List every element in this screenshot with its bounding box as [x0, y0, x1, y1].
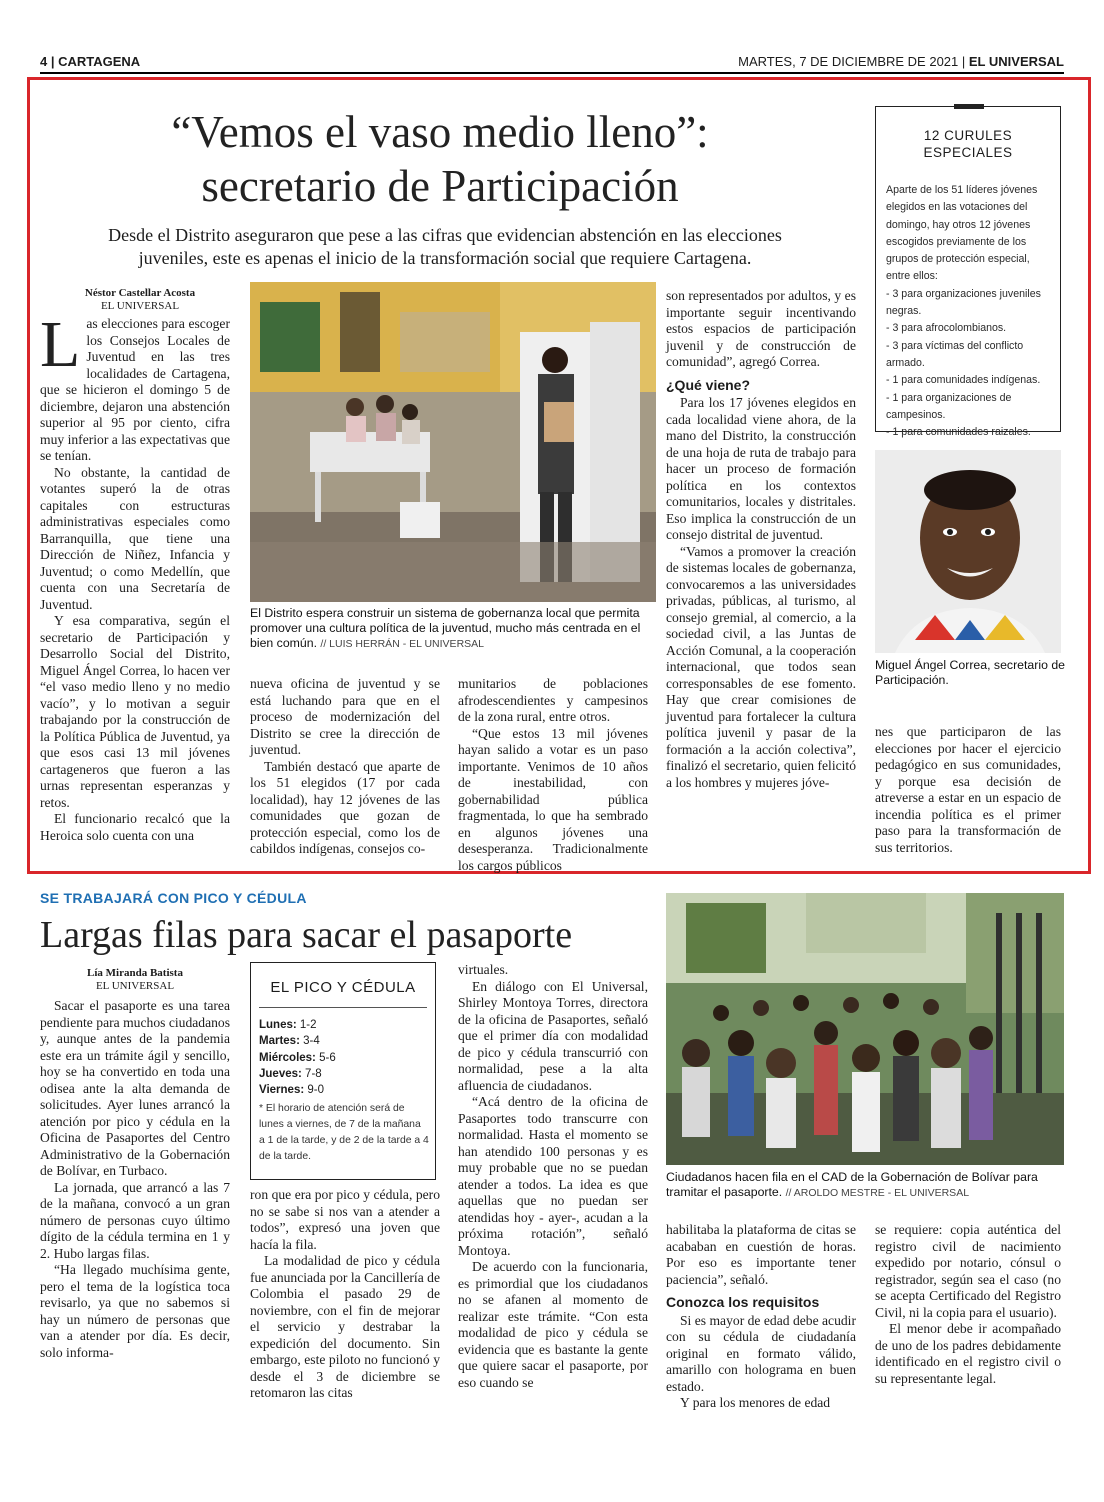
article1-deck [70, 224, 820, 270]
article1-column-5 [875, 724, 1061, 856]
sidebar-item: - 3 para organizaciones juveniles negras. [886, 287, 1041, 318]
voting-scene-illustration [250, 282, 656, 602]
article1-headline [60, 105, 820, 213]
paragraph: El menor debe ir acompañado de uno de los padres debidamente identificado en el registro civil o su representante legal. [875, 1321, 1061, 1386]
article1-column-3 [458, 676, 648, 874]
headline-line-1: “Vemos el vaso medio lleno”: [171, 107, 709, 157]
deck-line-1: Desde el Distrito aseguraron que pese a las cifras que evidencian abstención en las elecciones [108, 225, 782, 245]
article2-photo-caption [666, 1170, 1064, 1201]
paragraph: “Acá dentro de la oficina de Pasaportes todo transcurre con normalidad. Hasta el momento se han atendido 100 personas y es muy probable que no se puedan atender a todos. La idea es que aquellas que no puedan ser atendidas hoy - ayer-, acudan a la próxima rotación”, señaló Montoya. [458, 1094, 648, 1258]
caption-text: Ciudadanos hacen fila en el CAD de la Gobernación de Bolívar para tramitar el pasaporte. [666, 1170, 1038, 1199]
article2-headline: Largas filas para sacar el pasaporte [40, 914, 573, 956]
section-name: CARTAGENA [58, 54, 141, 69]
pico-schedule [259, 1017, 429, 1098]
paragraph: Sacar el pasaporte es una tarea pendiente para muchos ciudadanos y, aunque antes de la pandemia este era un trámite ágil y sencillo, hoy se ha convertido en toda una odisea ante la alta demanda de solicitudes. Ayer lunes arrancó la atención por pico y cédula en la Oficina de Pasaportes del Centro Administrativo de la Gobernación de Bolívar, en Turbaco. [40, 998, 230, 1178]
article1-column-4 [666, 288, 856, 791]
pico-box-note: * El horario de atención será de lunes a viernes, de 7 de la mañana a 1 de la tarde, y de 2 de la tarde a 4 de la tarde. [259, 1103, 429, 1162]
author-name: Lía Miranda Batista [87, 967, 183, 979]
paragraph: La modalidad de pico y cédula fue anunciada por la Cancillería de Colombia el pasado 29 de noviembre, con el fin de mejorar el servicio y destrabar la expedición del documento. Sin embargo, este piloto no funcionó y desde el 3 de diciembre se retomaron las citas [250, 1253, 440, 1400]
sidebar-item: - 3 para afrocolombianos. [886, 322, 1007, 335]
sidebar-accent-bar [954, 104, 984, 109]
article1-column-2 [250, 676, 440, 858]
paragraph: “Vamos a promover la creación de sistemas locales de gobernanza, convocaremos a las universidades privadas, públicas, al turismo, al consejo gremial, al comercio, a la sociedad civil, a las Juntas de Acción Comunal, a la cooperación internacional, que todos sean corresponsables de ese fomento. Hay que crear comisiones de juventud para fortalecer la cultura política juvenil y pasar de la formación a la acción colectiva”, finalizó el secretario, quien felicitó a los hombres y mujeres jóve- [666, 543, 856, 790]
paragraph: El funcionario recalcó que la Heroica solo cuenta con una [40, 811, 230, 843]
voting-photo [250, 282, 656, 602]
sidebar-intro: Aparte de los 51 líderes jóvenes elegidos en las votaciones del domingo, hay otros 12 jóvenes escogidos previamente de los grupos de protección especial, entre ellos: [886, 184, 1038, 283]
paragraph: Y para los menores de edad [680, 1395, 831, 1410]
article2-column-1 [40, 998, 230, 1361]
schedule-row: Martes: 3-4 [259, 1035, 320, 1048]
deck-line-2: juveniles, este es apenas el inicio de la transformación social que requiere Cartagena. [138, 248, 752, 268]
article2-subhead: Conozca los requisitos [666, 1294, 820, 1310]
headline-line-2: secretario de Participación [201, 161, 679, 211]
crowd-scene-illustration [666, 893, 1064, 1165]
page-number: 4 [40, 54, 48, 69]
photo-credit: // AROLDO MESTRE - EL UNIVERSAL [785, 1187, 970, 1199]
paragraph: En diálogo con El Universal, Shirley Montoya Torres, directora de la oficina de Pasaportes, señaló que el primer día con modalidad de pico y cédula transcurrió con normalidad, pese a la alta afluencia de ciudadanos. [458, 978, 648, 1093]
curules-sidebar [875, 106, 1061, 439]
paragraph: Si es mayor de edad debe acudir con su cédula de ciudadanía original en formato válido, amarillo con holograma en buen estado. [666, 1312, 856, 1394]
sidebar-item: - 1 para comunidades indígenas. [886, 374, 1041, 387]
paragraph: as elecciones para escoger los Consejos Locales de Juventud en las tres localidades de Cartagena, que se hicieron el domingo 5 de diciembre, dejaron una abstención superior al 95 por ciento, cifra muy inferior a las expectativas que se tenían. [40, 316, 230, 463]
paragraph: “Que estos 13 mil jóvenes hayan salido a votar es un paso importante. Venimos de 10 años de inestabilidad, con gobernabilidad pública fragmentada, lo que ha sembrado en algunos jóvenes una desesperanza. Tradicionalmente los cargos públicos [458, 725, 648, 873]
article2-kicker: SE TRABAJARÁ CON PICO Y CÉDULA [40, 890, 307, 906]
sidebar-title: 12 CURULES ESPECIALES [923, 128, 1013, 160]
pico-cedula-box [250, 962, 436, 1180]
pico-box-divider [259, 1007, 427, 1008]
pico-box-title: EL PICO Y CÉDULA [270, 979, 416, 996]
paragraph: También destacó que aparte de los 51 elegidos (17 por cada localidad), hay 12 jóvenes de las comunidades que gozan de protección especial, como los de cabildos indígenas, consejos co- [250, 758, 440, 856]
article1-photo-caption [250, 606, 656, 652]
schedule-row: Jueves: 7-8 [259, 1067, 322, 1080]
schedule-row: Lunes: 1-2 [259, 1019, 317, 1031]
schedule-row: Miércoles: 5-6 [259, 1051, 336, 1064]
drop-cap: L [40, 308, 81, 381]
article2-column-5 [875, 1222, 1061, 1387]
paragraph: No obstante, la cantidad de votantes superó la de otras capitales con estructuras administrativas especiales como Barranquilla, que tiene una Dirección de Niñez, Infancia y Juventud; o como Medellín, que cuenta con una Secretaría de Juventud. [40, 464, 230, 612]
paragraph: habilitaba la plataforma de citas se acababan en cuestión de horas. Por eso es importante tener paciencia”, señaló. [666, 1222, 856, 1287]
article1-subhead: ¿Qué viene? [666, 376, 751, 393]
author-outlet: EL UNIVERSAL [100, 300, 180, 312]
article2-column-3 [458, 962, 648, 1391]
paragraph: Para los 17 jóvenes elegidos en cada localidad viene ahora, de la mano del Distrito, la construcción de una hoja de ruta de trabajo para hacer un proceso de formación política en los contextos comunitarios, locales y distritales. Eso implica la construcción de un consejo distrital de juventud. [666, 395, 856, 542]
portrait-photo [875, 450, 1061, 653]
sidebar-item: - 1 para organizaciones de campesinos. [886, 391, 1012, 421]
paragraph: son representados por adultos, y es importante seguir incentivando estos espacios de participación juvenil y de construcción de comunidad”, agregó Correa. [666, 288, 856, 369]
queue-photo [666, 893, 1064, 1165]
paragraph: La jornada, que arrancó a las 7 de la mañana, convocó a un gran número de personas cuyo último dígito de la cédula termina en 1 y 2. Hubo largas filas. [40, 1179, 230, 1261]
photo-credit: // LUIS HERRÁN - EL UNIVERSAL [320, 638, 484, 650]
newspaper-name: EL UNIVERSAL [968, 54, 1064, 69]
author-name: Néstor Castellar Acosta [84, 287, 196, 299]
page-folio: 4 | CARTAGENA [40, 54, 141, 69]
article1-column-1 [40, 308, 230, 844]
paragraph: se requiere: copia auténtica del registro civil de nacimiento expedido por notario, cónsul o registrador, según sea el caso (no se acepta Certificado del Registro Civil, ni la copia para el usuario). [875, 1222, 1061, 1320]
paragraph: munitarios de poblaciones afrodescendientes y campesinos de la zona rural, entre otros. [458, 676, 648, 724]
paragraph: “Ha llegado muchísima gente, pero el tema de la logística toca revisarlo, ya que no sabemos si hay un número de personas que van a atender por día. Es decir, solo informa- [40, 1262, 230, 1360]
sidebar-body [886, 182, 1054, 441]
paragraph: nes que participaron de las elecciones por hacer el ejercicio pedagógico en sus comunidades, y porque esa decisión de atreverse a estar en un espacio de incendia política es el primer paso para la transformación de sus territorios. [875, 724, 1061, 855]
portrait-caption: Miguel Ángel Correa, secretario de Participación. [875, 658, 1066, 687]
sidebar-item: - 3 para víctimas del conflicto armado. [886, 339, 1024, 369]
caption-text: El Distrito espera construir un sistema de gobernanza local que permita promover una cultura política de la juventud, mucho más centrada en el bien común. [250, 606, 641, 650]
article2-byline [40, 967, 230, 993]
author-outlet: EL UNIVERSAL [95, 980, 175, 992]
paragraph: De acuerdo con la funcionaria, es primordial que los ciudadanos no se afanen al momento de realizar este trámite. “Con esta modalidad de pico y cédula se evidencia que es bastante la gente que quiere sacar el pasaporte, por eso cuando se [458, 1259, 648, 1390]
sidebar-item: - 1 para comunidades raizales. [886, 426, 1031, 439]
paragraph: virtuales. [458, 962, 509, 977]
page-dateline: MARTES, 7 DE DICIEMBRE DE 2021 | EL UNIVERSAL [738, 54, 1064, 69]
paragraph: ron que era por pico y cédula, pero no se sabe si nos van a atender a todos”, expresó una joven que hacía la fila. [250, 1187, 440, 1252]
paragraph: nueva oficina de juventud y se está luchando para que en el proceso de modernización del Distrito se cree la dirección de juventud. [250, 676, 440, 757]
page-header [40, 54, 1064, 74]
paragraph: Y esa comparativa, según el secretario de Participación y Desarrollo Social del Distrito, Miguel Ángel Correa, lo hacen ver “el vaso medio lleno y no medio vacío”, y lo motivan a seguir trabajando por la construcción de la Política Pública de Juventud, ya que esos casi 13 mil jóvenes cartageneros que fueron a las urnas representan esperanzas y retos. [40, 613, 230, 810]
schedule-row: Viernes: 9-0 [259, 1084, 325, 1097]
article2-column-2 [250, 1187, 440, 1402]
article2-column-4 [666, 1222, 856, 1412]
issue-date: MARTES, 7 DE DICIEMBRE DE 2021 [738, 54, 959, 69]
portrait-illustration [875, 450, 1061, 653]
